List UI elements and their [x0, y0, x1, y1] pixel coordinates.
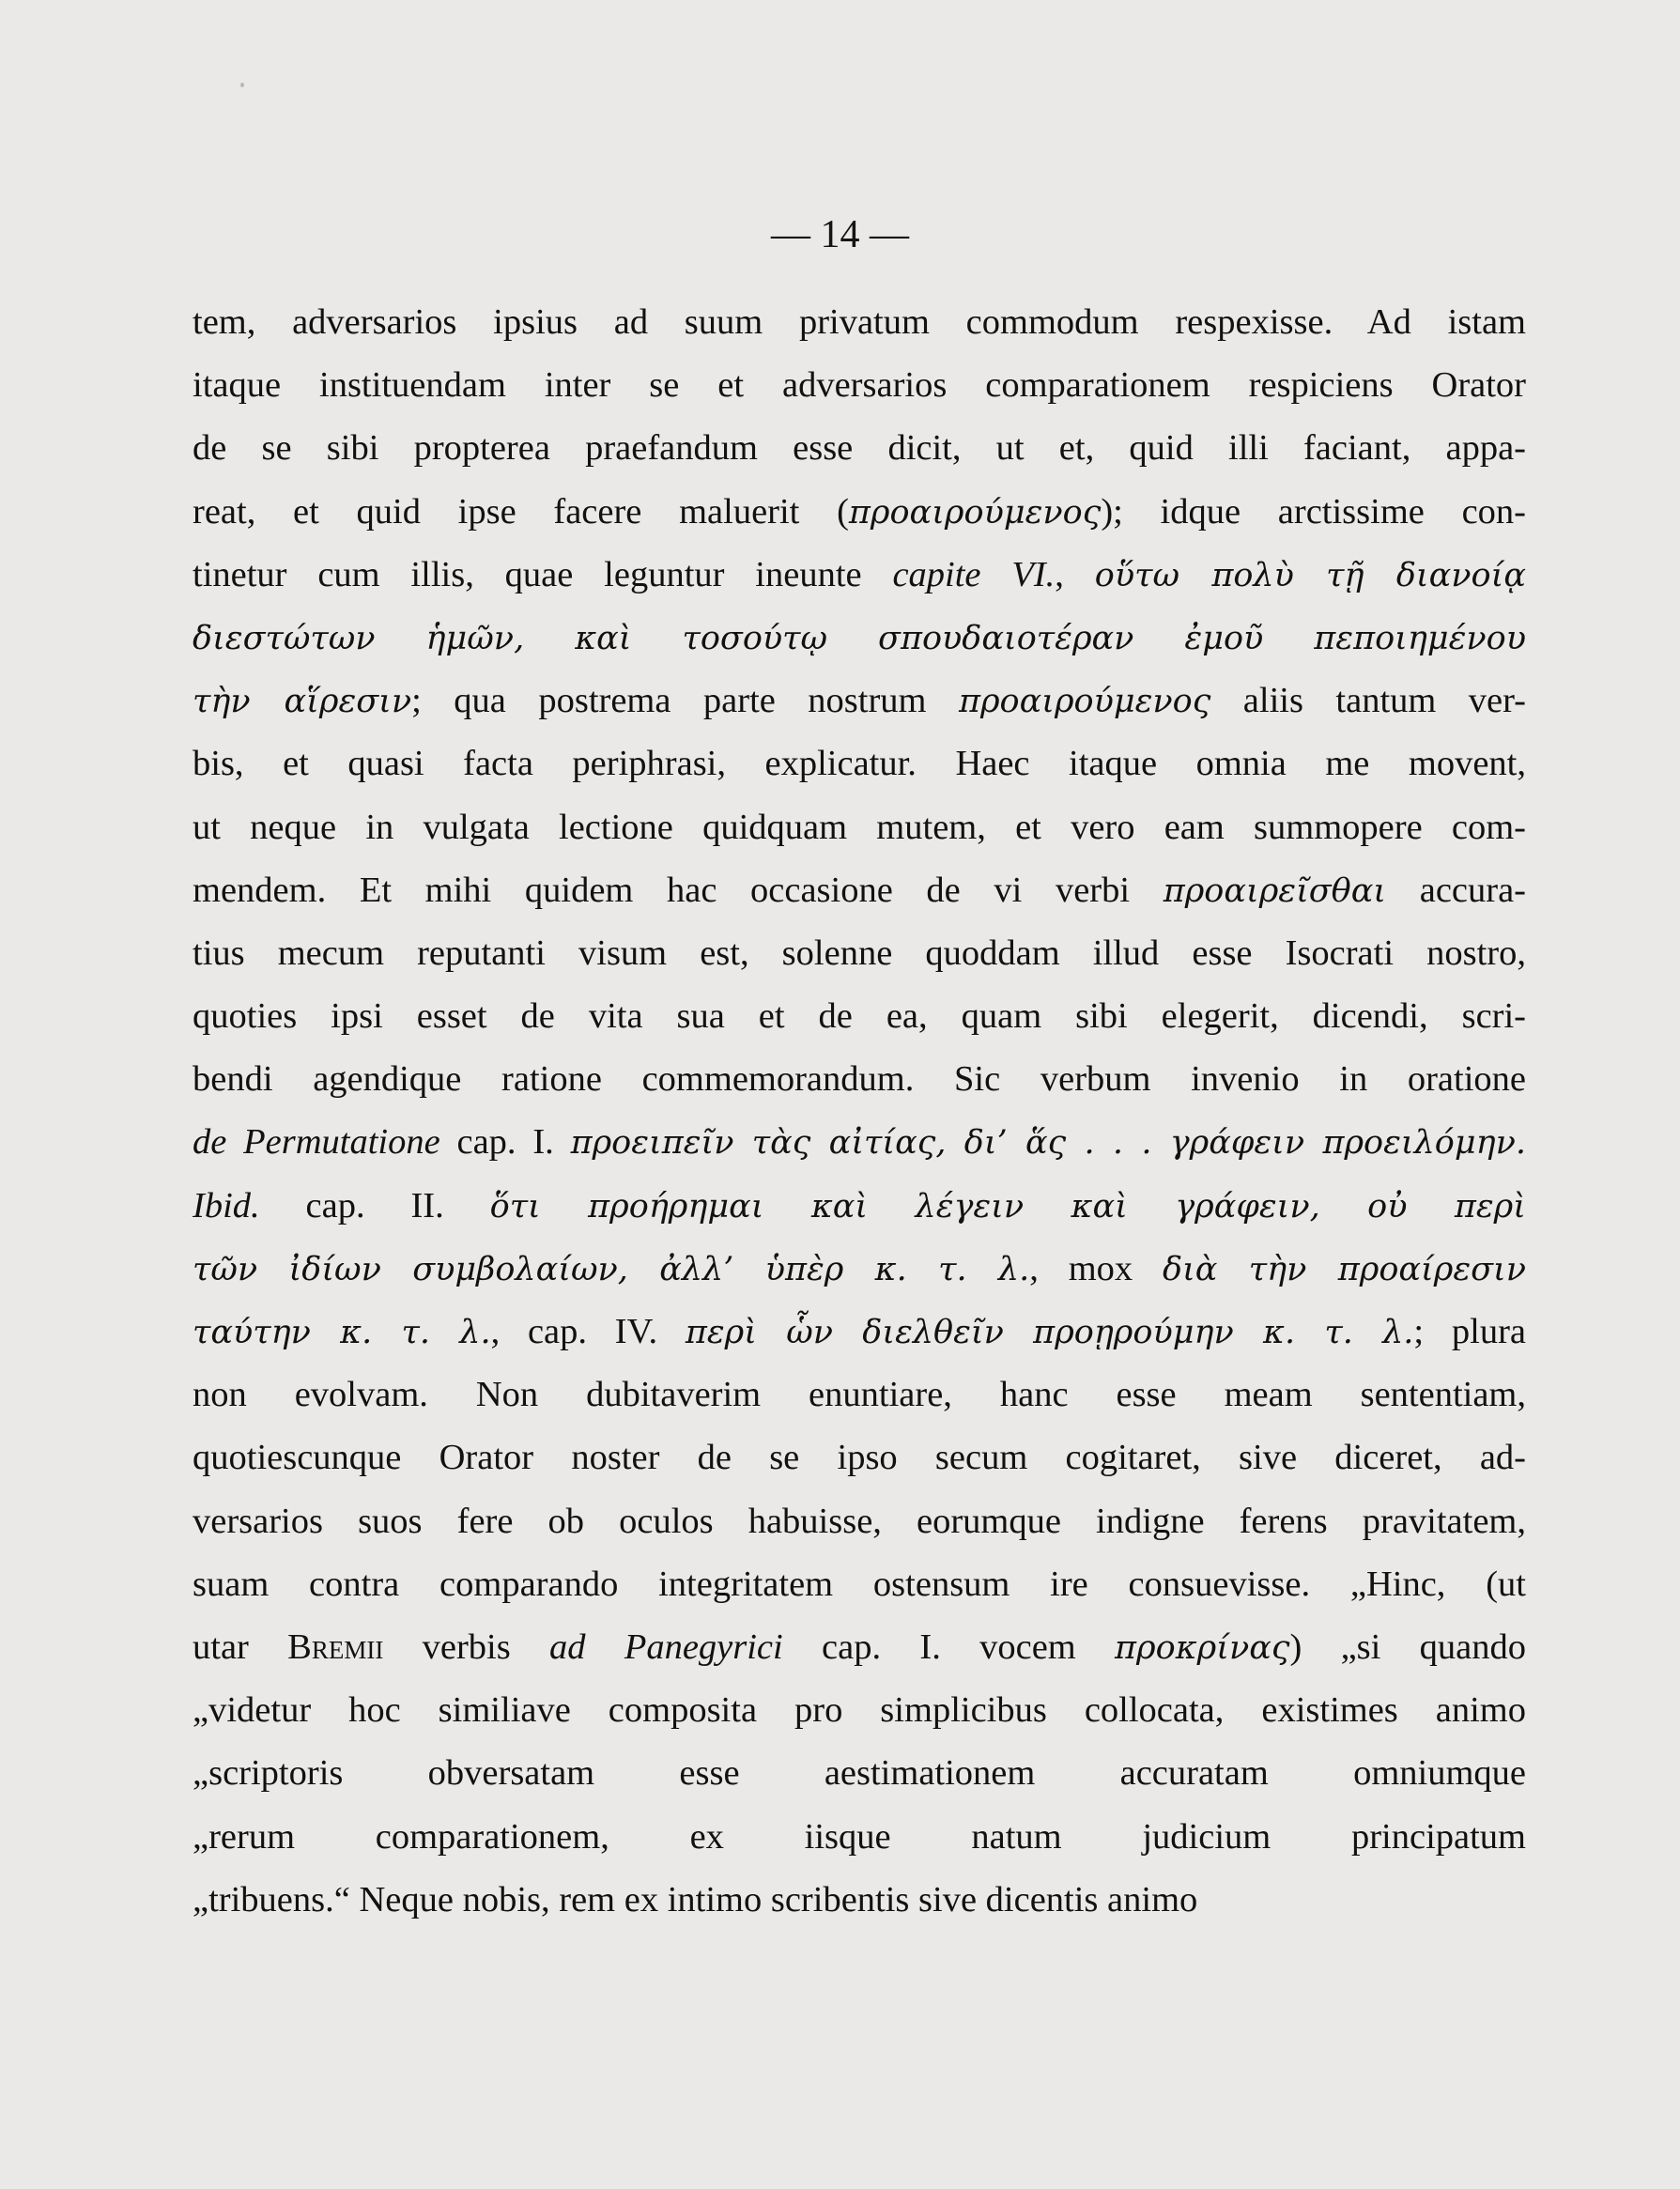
- text-segment: non evolvam. Non dubitaverim enuntiare, hanc esse meam sententiam,: [193, 1375, 1526, 1415]
- text-segment: ut neque in vulgata lectione quidquam mutem, et vero eam summopere com-: [193, 807, 1526, 847]
- text-line: [193, 1806, 1526, 1869]
- text-segment: „tribuens.“ Neque nobis, rem ex intimo scribentis sive dicentis animo: [193, 1879, 1198, 1919]
- text-segment: bendi agendique ratione commemorandum. Sic verbum invenio in oratione: [193, 1059, 1526, 1100]
- greek-text: προαιρεῖσθαι: [1163, 871, 1387, 910]
- greek-text: ταύτην κ. τ. λ.: [193, 1314, 491, 1351]
- text-segment: de se sibi propterea praefandum esse dicit, ut et, quid illi faciant, appa-: [193, 428, 1526, 469]
- text-segment: „scriptoris obversatam esse aestimationem accuratam omniumque: [193, 1753, 1526, 1794]
- text-line: [193, 1679, 1526, 1742]
- text-line: [193, 985, 1526, 1048]
- text-line: [193, 1553, 1526, 1616]
- text-line: [193, 417, 1526, 480]
- text-line: [193, 607, 1526, 670]
- page-number: — 14 —: [771, 213, 909, 256]
- text-segment: capite VI.: [892, 554, 1056, 594]
- text-segment: verbis: [383, 1626, 550, 1667]
- text-segment: de Permutatione: [193, 1122, 440, 1163]
- text-segment: itaque instituendam inter se et adversarios comparationem respiciens Orator: [193, 365, 1526, 406]
- text-line: [193, 1490, 1526, 1553]
- text-line: [193, 1426, 1526, 1489]
- text-line: [193, 291, 1526, 354]
- body-text: [193, 291, 1526, 1932]
- text-line: [193, 1301, 1526, 1364]
- paper-speck: [240, 83, 244, 87]
- text-line: [193, 670, 1526, 732]
- greek-text: προειπεῖν τὰς αἰτίας, δι’ ἅς . . . γράφειν προειλόμην.: [570, 1124, 1526, 1163]
- text-line: [193, 1869, 1526, 1932]
- greek-text: ὅτι προήρημαι καὶ λέγειν καὶ γράφειν, οὐ περὶ: [489, 1187, 1526, 1226]
- text-segment: mendem. Et mihi quidem hac occasione de vi verbi: [193, 870, 1164, 910]
- text-line: [193, 1364, 1526, 1426]
- text-line: [193, 1238, 1526, 1301]
- text-segment: ; plura: [1413, 1312, 1526, 1351]
- text-segment: cap. II.: [259, 1185, 490, 1226]
- text-line: [193, 732, 1526, 795]
- text-segment: reat, et quid ipse facere maluerit (: [193, 491, 849, 532]
- text-segment: tem, adversarios ipsius ad suum privatum commodum respexisse. Ad istam: [193, 302, 1526, 342]
- text-segment: ) „si quando: [1289, 1626, 1526, 1667]
- text-segment: „rerum comparationem, ex iisque natum judicium principatum: [193, 1816, 1526, 1857]
- text-segment: Ibid.: [193, 1185, 260, 1226]
- text-segment: suam contra comparando integritatem ostensum ire consuevisse. „Hinc, (ut: [193, 1564, 1526, 1604]
- text-segment: , mox: [1029, 1248, 1164, 1288]
- greek-text: διεστώτων ἡμῶν, καὶ τοσούτῳ σπουδαιοτέραν ἐμοῦ πεποιημένου: [193, 619, 1526, 657]
- greek-text: προκρίνας: [1115, 1628, 1290, 1667]
- text-segment: ; qua postrema parte nostrum: [411, 681, 959, 721]
- text-segment: ad Panegyrici: [549, 1626, 783, 1667]
- text-segment: tius mecum reputanti visum est, solenne quoddam illud esse Isocrati nostro,: [193, 933, 1526, 973]
- text-segment: quoties ipsi esset de vita sua et de ea, quam sibi elegerit, dicendi, scri-: [193, 996, 1526, 1037]
- text-line: [193, 481, 1526, 544]
- greek-text: περὶ ὧν διελθεῖν προῃρούμην κ. τ. λ.: [685, 1314, 1414, 1351]
- greek-text: προαιρούμενος: [958, 683, 1211, 721]
- text-segment: „videtur hoc similiave composita pro simplicibus collocata, existimes animo: [193, 1690, 1526, 1731]
- text-line: [193, 796, 1526, 859]
- greek-text: τὴν αἵρεσιν: [193, 683, 412, 721]
- text-line: [193, 354, 1526, 417]
- text-line: [193, 859, 1526, 922]
- greek-text: διὰ τὴν προαίρεσιν: [1163, 1250, 1526, 1288]
- text-line: [193, 1742, 1526, 1805]
- text-segment: Bremii: [287, 1626, 384, 1667]
- text-line: [193, 544, 1526, 607]
- greek-text: τῶν ἰδίων συμβολαίων, ἀλλ’ ὑπὲρ κ. τ. λ.: [193, 1250, 1030, 1288]
- greek-text: προαιρούμενος: [848, 493, 1102, 532]
- text-segment: quotiescunque Orator noster de se ipso secum cogitaret, sive diceret, ad-: [193, 1438, 1526, 1478]
- text-line: [193, 922, 1526, 985]
- text-segment: , cap. IV.: [490, 1312, 686, 1351]
- text-line: [193, 1175, 1526, 1238]
- text-segment: ,: [1055, 554, 1095, 594]
- text-segment: bis, et quasi facta periphrasi, explicatur. Haec itaque omnia me movent,: [193, 744, 1526, 784]
- text-segment: cap. I.: [439, 1122, 571, 1163]
- text-segment: versarios suos fere ob oculos habuisse, eorumque indigne ferens pravitatem,: [193, 1501, 1526, 1541]
- text-line: [193, 1048, 1526, 1111]
- text-segment: ); idque arctissime con-: [1101, 491, 1526, 532]
- text-line: [193, 1111, 1526, 1174]
- text-line: [193, 1616, 1526, 1679]
- text-segment: aliis tantum ver-: [1210, 681, 1526, 721]
- text-segment: tinetur cum illis, quae leguntur ineunte: [193, 554, 893, 594]
- text-segment: utar: [193, 1626, 288, 1667]
- greek-text: οὕτω πολὺ τῇ διανοίᾳ: [1094, 556, 1526, 594]
- text-segment: cap. I. vocem: [782, 1626, 1116, 1667]
- text-segment: accura-: [1386, 870, 1526, 910]
